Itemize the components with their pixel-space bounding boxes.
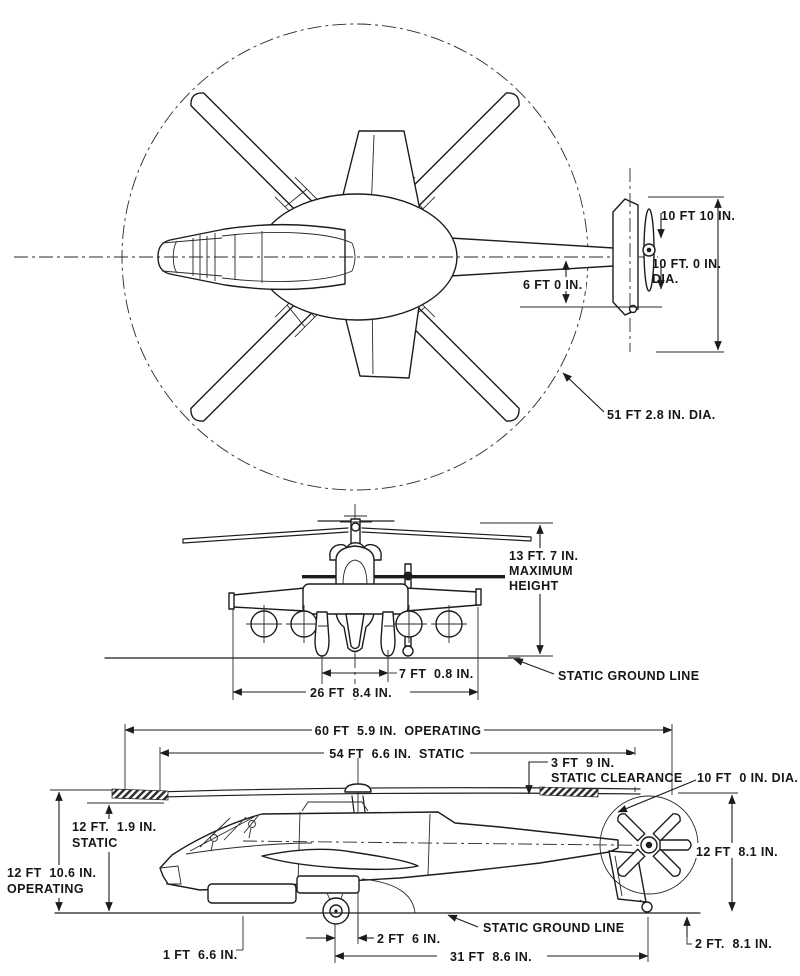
dim-label-tail-prop-dia: 10 FT 0 IN. DIA. [697,771,799,785]
gear-right-front [381,612,395,656]
dim-label-max-height-3: HEIGHT [509,579,559,593]
dim-label-tail-span: 10 FT 10 IN. [661,209,736,223]
dim-label-wheelbase: 31 FT 8.6 IN. [449,950,533,964]
stabilizer-plan [613,199,638,315]
wing-center-front [303,584,408,614]
tail-wheel-front [403,646,413,656]
wing-front-left [233,588,305,611]
tail-prop-blade [653,849,682,878]
dim-label-tail-height: 12 FT 8.1 IN. [696,845,779,859]
dim-label-span: 26 FT 8.4 IN. [310,686,393,700]
top-view [14,24,735,490]
dim-label-height-static: 12 FT. 1.9 IN. [72,820,157,834]
dim-label-tail-rotor-dia-2: DIA. [652,272,679,286]
label-side-static-ground-line: STATIC GROUND LINE [483,921,625,935]
dim-label-height-static-2: STATIC [72,836,118,850]
gear-left-front [315,612,329,656]
dim-label-main-rotor-dia: 51 FT 2.8 IN. DIA. [607,408,716,422]
dim-label-gear-offset: 2 FT 6 IN. [377,932,441,946]
fuselage-side [160,812,618,890]
dim-label-max-height: 13 FT. 7 IN. [509,549,579,563]
belly-fairing [208,884,296,903]
label-front-static-ground-line: STATIC GROUND LINE [558,669,700,683]
side-view [4,722,798,964]
dim-label-tail-offset: 6 FT 0 IN. [523,278,583,292]
front-rotor-blade-right [362,528,531,541]
wing-front-right [406,588,478,611]
front-view [105,504,699,700]
blade-tip-hatch-left [112,789,168,800]
rotor-hub-side [345,784,371,792]
dim-label-gear-track: 7 FT 0.8 IN. [399,667,474,681]
dim-label-static-clearance: 3 FT 9 IN. [551,756,615,770]
dim-label-max-height-2: MAXIMUM [509,564,573,578]
tail-prop-blade [616,812,645,841]
dim-label-length-operating: 60 FT 5.9 IN. OPERATING [314,724,482,738]
blade-tip-hatch-right [540,787,598,797]
tail-prop-blade [653,812,682,841]
dim-label-tail-rotor-dia: 10 FT. 0 IN. [652,257,722,271]
dim-label-static-clearance-2: STATIC CLEARANCE [551,771,683,785]
dim-label-nose-clearance: 1 FT 6.6 IN. [163,948,238,962]
stabilizer-front [302,575,506,578]
dim-label-height-operating: 12 FT 10.6 IN. [7,866,97,880]
dim-label-height-operating-2: OPERATING [7,882,84,896]
tail-wheel-side [642,902,652,912]
front-rotor-blade-left [183,528,348,543]
dim-label-length-static: 54 FT 6.6 IN. STATIC [329,747,465,761]
dim-label-tail-clearance: 2 FT. 8.1 IN. [695,937,773,951]
